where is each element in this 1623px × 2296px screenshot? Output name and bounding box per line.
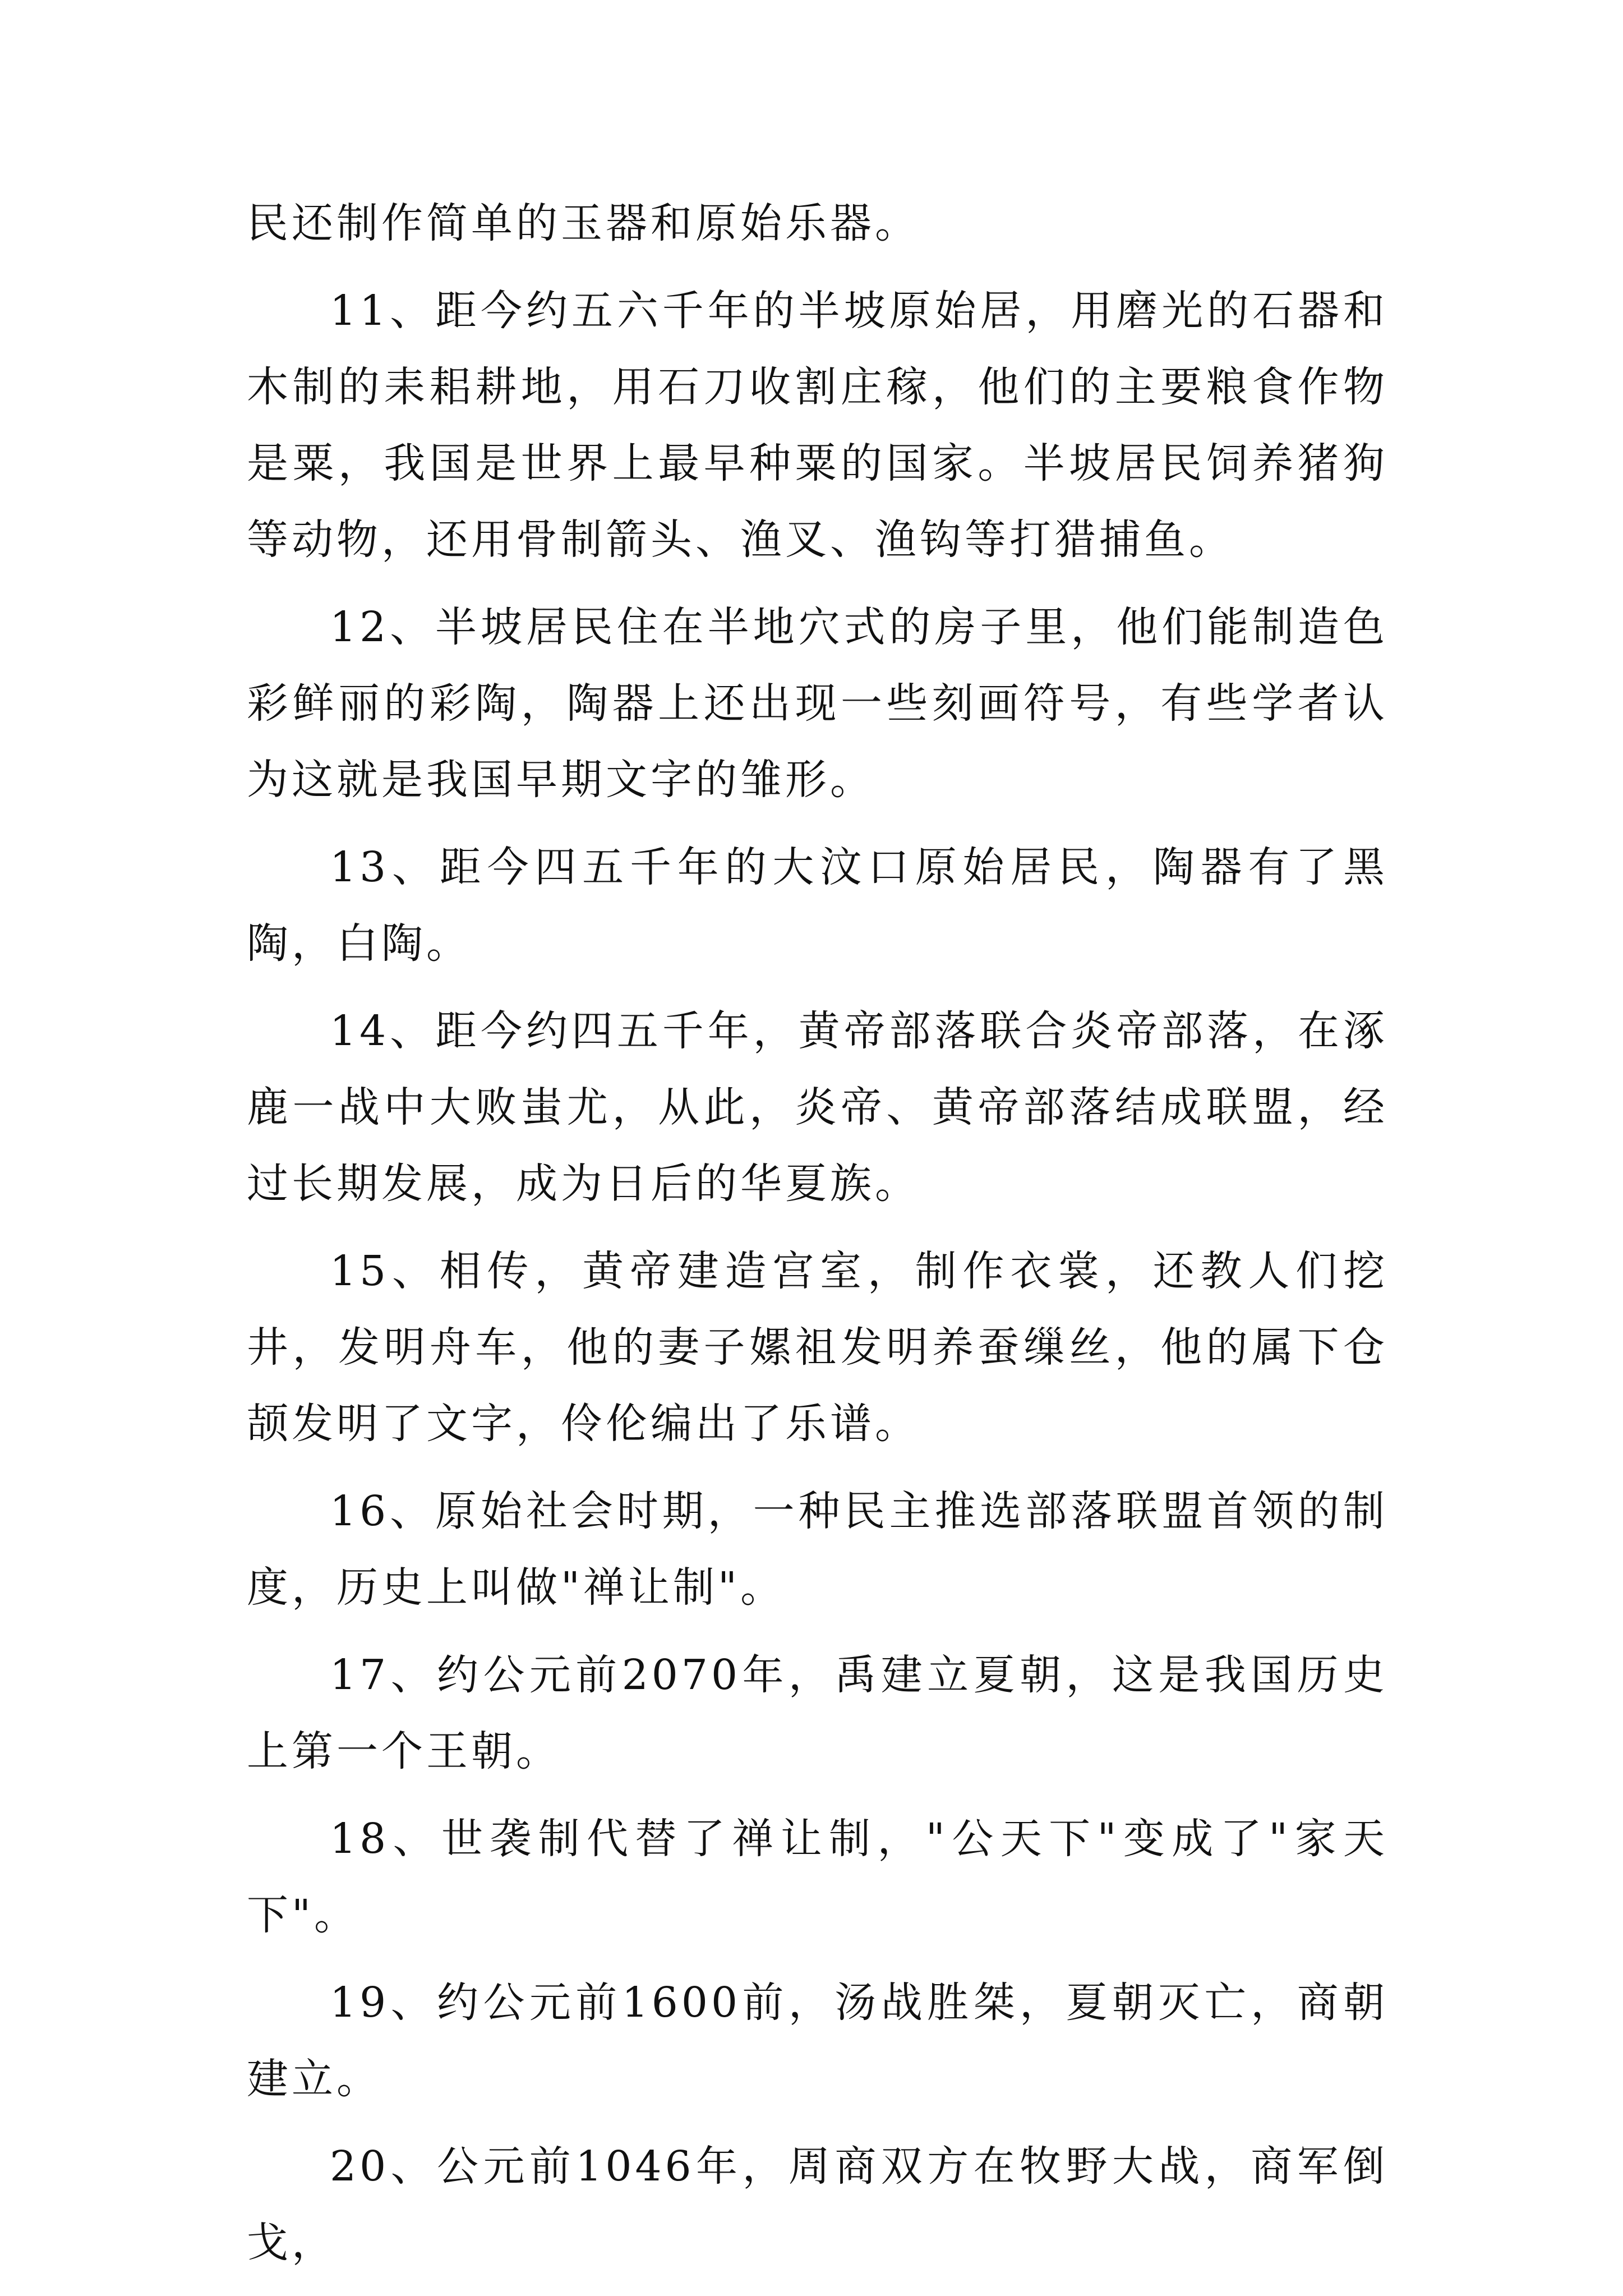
paragraph-item-15: 15、相传，黄帝建造宫室，制作衣裳，还教人们挖井，发明舟车，他的妻子嫘祖发明养蚕缫丝，他的属下仓颉发明了文字，伶伦编出了乐谱。 <box>247 1247 1388 1448</box>
paragraph-item-11: 11、距今约五六千年的半坡原始居，用磨光的石器和木制的耒耜耕地，用石刀收割庄稼，他们的主要粮食作物是粟，我国是世界上最早种粟的国家。半坡居民饲养猪狗等动物，还用骨制箭头、渔叉、渔钩等打猎捕鱼。 <box>247 287 1388 564</box>
paragraph-item-18: 18、世袭制代替了禅让制，"公天下"变成了"家天下"。 <box>247 1815 1388 1939</box>
paragraph-item-12: 12、半坡居民住在半地穴式的房子里，他们能制造色彩鲜丽的彩陶，陶器上还出现一些刻画符号，有些学者认为这就是我国早期文字的雏形。 <box>247 603 1388 804</box>
paragraph-item-16: 16、原始社会时期，一种民主推选部落联盟首领的制度，历史上叫做"禅让制"。 <box>247 1487 1388 1612</box>
paragraph-item-14: 14、距今约四五千年，黄帝部落联合炎帝部落，在涿鹿一战中大败蚩尤，从此，炎帝、黄帝部落结成联盟，经过长期发展，成为日后的华夏族。 <box>247 1007 1388 1208</box>
document-body <box>247 185 1388 2292</box>
paragraph-item-17: 17、约公元前2070年，禹建立夏朝，这是我国历史上第一个王朝。 <box>247 1651 1388 1775</box>
paragraph-item-13: 13、距今四五千年的大汶口原始居民，陶器有了黑陶，白陶。 <box>247 843 1388 968</box>
paragraph-item-19: 19、约公元前1600前，汤战胜桀，夏朝灭亡，商朝建立。 <box>247 1978 1388 2103</box>
paragraph-continuation: 民还制作简单的玉器和原始乐器。 <box>247 199 920 247</box>
paragraph-item-20: 20、公元前1046年，周商双方在牧野大战，商军倒戈， <box>247 2142 1388 2267</box>
